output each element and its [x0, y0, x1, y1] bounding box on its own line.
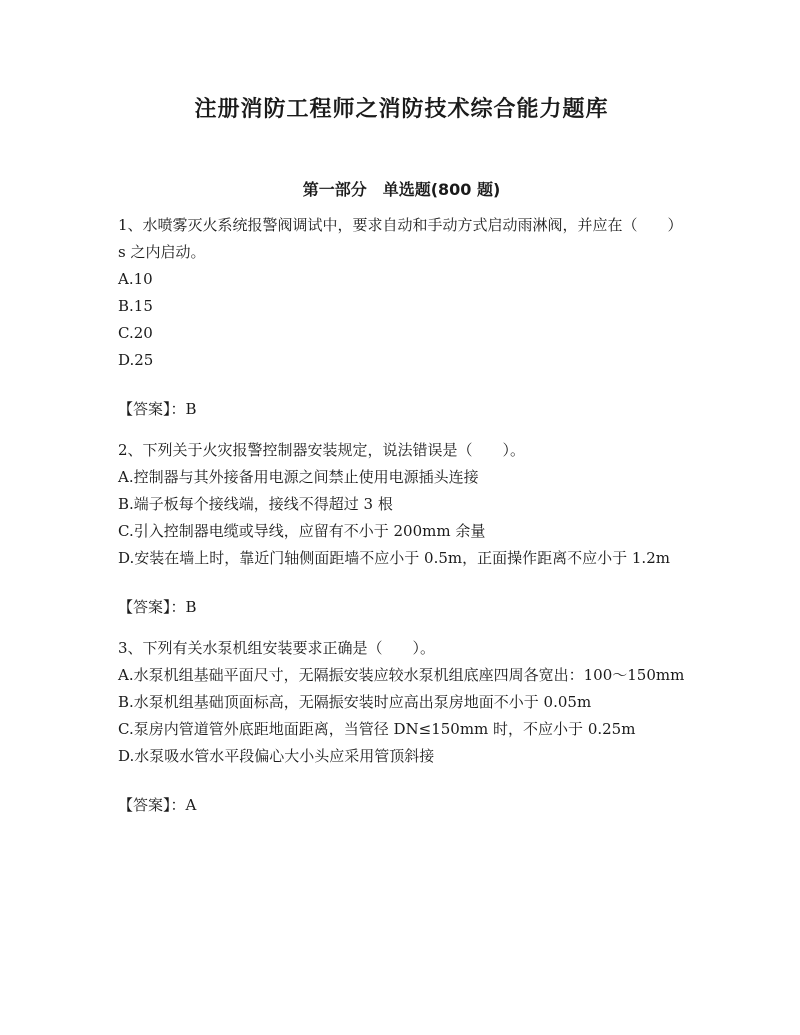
option-b: B.15	[118, 297, 153, 315]
option-d: D.安装在墙上时，靠近门轴侧面距墙不应小于 0.5m，正面操作距离不应小于 1.2m	[118, 549, 670, 567]
question-2	[118, 437, 685, 621]
answer: 【答案】：B	[118, 400, 197, 418]
option-d: D.25	[118, 351, 154, 369]
option-d: D.水泵吸水管水平段偏心大小头应采用管顶斜接	[118, 747, 435, 765]
option-a: A.水泵机组基础平面尺寸，无隔振安装应较水泵机组底座四周各宽出：100～150mm	[118, 666, 685, 684]
option-b: B.端子板每个接线端，接线不得超过 3 根	[118, 495, 393, 513]
answer: 【答案】：A	[118, 796, 197, 814]
question-stem: 1、水喷雾灭火系统报警阀调试中，要求自动和手动方式启动雨淋阀，并应在（ ）s 之内启动。	[118, 216, 683, 261]
answer: 【答案】：B	[118, 598, 197, 616]
question-stem: 3、下列有关水泵机组安装要求正确是（ ）。	[118, 639, 436, 657]
question-1	[118, 212, 685, 423]
option-b: B.水泵机组基础顶面标高，无隔振安装时应高出泵房地面不小于 0.05m	[118, 693, 592, 711]
option-a: A.10	[118, 270, 153, 288]
section-title: 第一部分 单选题(800 题)	[302, 180, 501, 199]
option-c: C.泵房内管道管外底距地面距离，当管径 DN≤150mm 时，不应小于 0.25m	[118, 720, 636, 738]
option-a: A.控制器与其外接备用电源之间禁止使用电源插头连接	[118, 468, 479, 486]
question-3	[118, 635, 685, 819]
question-stem: 2、下列关于火灾报警控制器安装规定，说法错误是（ ）。	[118, 441, 526, 459]
option-c: C.20	[118, 324, 153, 342]
document-title: 注册消防工程师之消防技术综合能力题库	[194, 97, 609, 122]
option-c: C.引入控制器电缆或导线，应留有不小于 200mm 余量	[118, 522, 486, 540]
